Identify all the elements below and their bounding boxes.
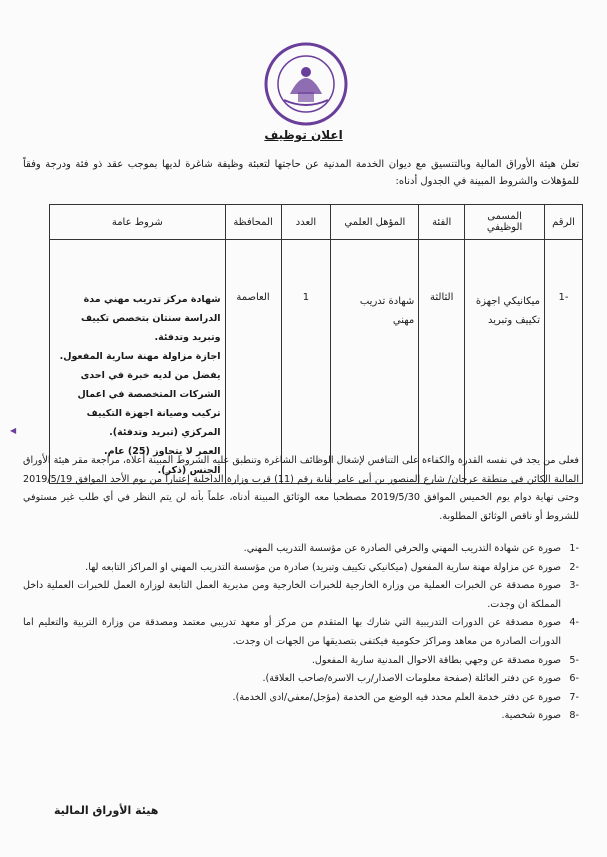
cell-job-title: ميكانيكي اجهزة تكييف وتبريد <box>465 240 545 484</box>
item-text: صورة مصدقة عن الدورات التدريبية التي شارك بها المتقدم من مركز أو معهد تدريبي معتمد ومصدقة من وزارة التربية والتعليم اما الدورات الصادرة من معاهد ومراكز حكومية فيكتفى بتصديقها من الجهات ان وجدت. <box>23 617 561 647</box>
item-number: -6 <box>569 673 579 685</box>
body-paragraph: فعلى من يجد في نفسه القدرة والكفاءة على التنافس لإشغال الوظائف الشاغرة وتنطبق عليه الشروط المبينة أعلاه، مراجعة مقر هيئة الأوراق المالية الكائن في منطقة عرجان/ شارع المنصور بن أبي عامر بناية رقم (11) قرب وزارة الداخلية إعتباراً من يوم الأحد الموافق 2019/5/19 وحتى نهاية دوام يوم الخميس الموافق 2019/5/30 مصطحبا معه الوثائق المبينة أدناه، علماً بأنه لن يتم النظر في أي طلب غير مستوفي للشروط أو ناقص الوثائق المطلوبة. <box>23 455 579 522</box>
jordan-securities-commission-logo <box>264 42 348 126</box>
list-item <box>23 670 579 689</box>
item-text: صورة مصدقة عن وجهي بطاقة الاحوال المدنية سارية المفعول. <box>311 654 561 666</box>
list-item: الجنس (ذكر). <box>157 465 221 476</box>
item-number: -2 <box>569 561 579 573</box>
header-category: الفئة <box>419 205 465 240</box>
list-item: اجازة مزاولة مهنة سارية المفعول. <box>59 351 221 362</box>
signature: هيئة الأوراق المالية <box>54 804 159 817</box>
item-number: -8 <box>569 710 579 722</box>
table-row <box>50 240 583 484</box>
header-count: العدد <box>281 205 331 240</box>
list-item <box>23 707 579 726</box>
cell-governorate: العاصمة <box>225 240 281 484</box>
cell-qualification: شهادة تدريب مهني <box>331 240 419 484</box>
item-text: صورة شخصية. <box>501 710 561 722</box>
list-item: شهادة مركز تدريب مهني مدة الدراسة سنتان بتخصص تكييف وتبريد وتدفئة. <box>80 294 221 343</box>
cell-category: الثالثة <box>419 240 465 484</box>
job-table <box>49 204 583 484</box>
list-item <box>23 559 579 578</box>
list-item: العمر لا يتجاوز (25) عام. <box>104 446 221 457</box>
cell-number: -1 <box>545 240 583 484</box>
item-text: صورة عن دفتر خدمة العلم محدد فيه الوضع من الخدمة (مؤجل/معفي/ادى الخدمة). <box>232 691 561 703</box>
intro-paragraph: تعلن هيئة الأوراق المالية وبالتنسيق مع ديوان الخدمة المدنية عن حاجتها لتعبئة وظيفة شاغرة لديها بموجب عقد ذو فئة ودرجة وفقاً للمؤهلات والشروط المبينة في الجدول أدناه: <box>23 159 579 187</box>
item-text: صورة عن مزاولة مهنة سارية المفعول (ميكانيكي تكييف وتبريد) صادرة من مؤسسة التدريب المهني او المراكز التابعه لها. <box>85 561 561 573</box>
list-item <box>23 577 579 614</box>
header-qualification: المؤهل العلمي <box>331 205 419 240</box>
triangle-left-icon: ◀ <box>10 426 17 435</box>
header-number: الرقم <box>545 205 583 240</box>
header-governorate: المحافظة <box>225 205 281 240</box>
table-header-row <box>50 205 583 240</box>
page-title: اعلان توظيف <box>264 128 343 142</box>
list-item <box>23 614 579 651</box>
header-requirements: شروط عامة <box>50 205 226 240</box>
item-text: صورة عن دفتر العائلة (صفحة معلومات الاصدار/رب الاسرة/صاحب العلاقة). <box>262 673 561 685</box>
list-item <box>23 689 579 708</box>
list-item <box>23 652 579 671</box>
cell-requirements <box>50 240 226 484</box>
item-number: -1 <box>569 543 579 554</box>
item-number: -3 <box>569 580 579 592</box>
item-text: صورة عن شهادة التدريب المهني والحرفي الصادرة عن مؤسسة التدريب المهني. <box>243 543 561 554</box>
list-item: يفضل من لديه خبرة في احدى الشركات المتخصصة في اعمال تركيب وصيانة اجهزة التكييف المركزي (تبريد وتدفئة). <box>77 370 221 438</box>
item-text: صورة مصدقة عن الخبرات العملية من وزارة الخارجية للخبرات الخارجية ومن مديرية العمل التابعة لوزارة العمل للخبرات العملية داخل المملكة ان وجدت. <box>23 580 561 610</box>
list-item <box>23 540 579 559</box>
item-number: -7 <box>569 691 579 703</box>
header-job-title: المسمى الوظيفي <box>465 205 545 240</box>
item-number: -4 <box>569 617 579 629</box>
item-number: -5 <box>569 654 579 666</box>
cell-count: 1 <box>281 240 331 484</box>
required-documents-list <box>23 540 579 726</box>
